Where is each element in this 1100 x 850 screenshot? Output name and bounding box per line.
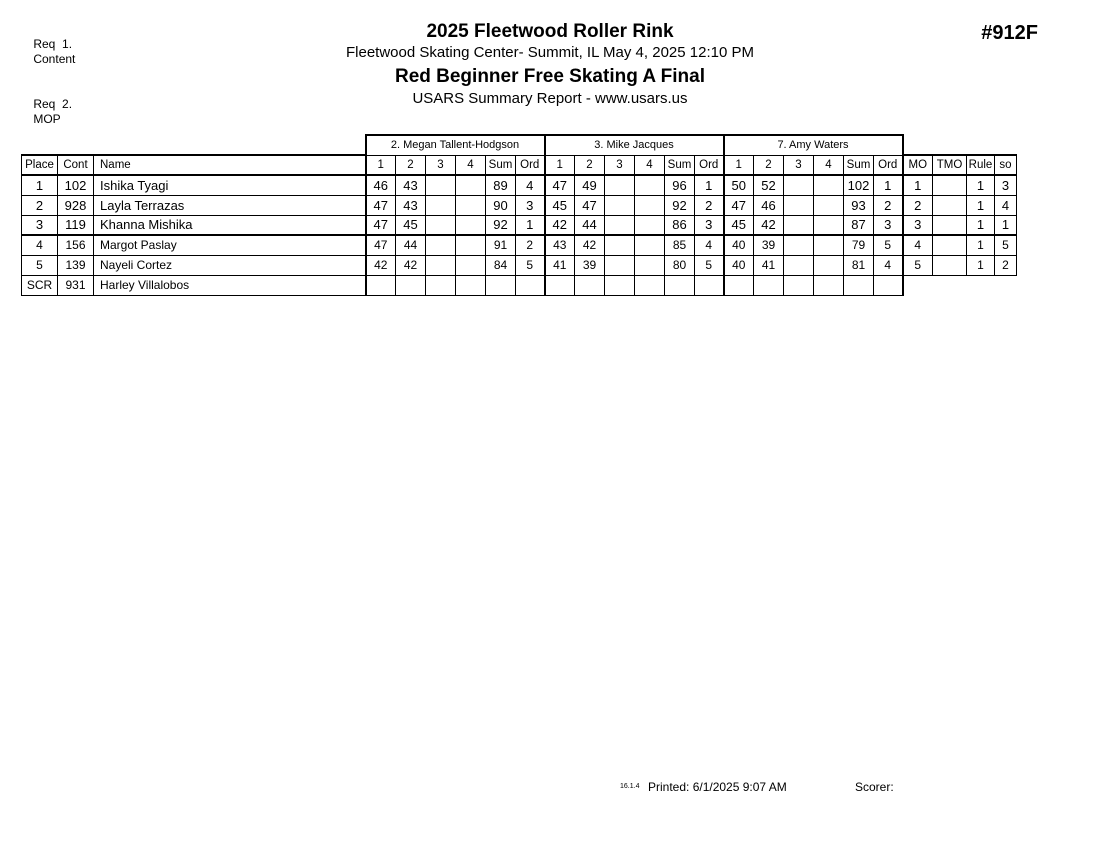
row-judge3-mark1: 50	[724, 175, 754, 195]
row-judge2-mark1	[545, 275, 575, 295]
row-judge2-mark4	[635, 215, 665, 235]
spacer-cell	[22, 135, 58, 155]
row-judge3-mark2: 39	[754, 235, 784, 255]
report-line: USARS Summary Report - www.usars.us	[412, 90, 688, 107]
judge-2-name: 3. Mike Jacques	[545, 135, 724, 155]
row-judge3-mark3	[784, 215, 814, 235]
row-judge2-mark4	[635, 175, 665, 195]
row-judge1-mark3	[426, 235, 456, 255]
row-judge2-mark2	[575, 275, 605, 295]
row-judge2-ord: 1	[695, 175, 724, 195]
row-so: 1	[995, 215, 1017, 235]
title-block	[0, 20, 1100, 109]
row-judge1-mark1: 42	[366, 255, 396, 275]
row-judge1-sum: 84	[486, 255, 516, 275]
row-judge3-mark2: 46	[754, 195, 784, 215]
venue-line: Fleetwood Skating Center- Summit, IL May 4, 2025 12:10 PM	[346, 44, 754, 61]
row-judge1-ord: 1	[516, 215, 545, 235]
row-judge3-mark1: 40	[724, 235, 754, 255]
row-judge3-ord: 1	[874, 175, 903, 195]
column-header-mark-2: 2	[396, 155, 426, 175]
row-judge1-sum: 90	[486, 195, 516, 215]
column-header-mark-3: 3	[605, 155, 635, 175]
spacer-cell	[995, 135, 1017, 155]
row-judge2-mark4	[635, 255, 665, 275]
results-table	[21, 134, 1017, 296]
column-header-tmo: TMO	[933, 155, 967, 175]
row-name: Harley Villalobos	[94, 275, 366, 295]
row-tmo	[933, 215, 967, 235]
row-judge3-mark4	[814, 275, 844, 295]
row-place: 2	[22, 195, 58, 215]
row-tmo	[933, 195, 967, 215]
row-so: 2	[995, 255, 1017, 275]
row-judge3-sum: 81	[844, 255, 874, 275]
row-judge2-mark2: 47	[575, 195, 605, 215]
row-judge1-mark4	[456, 175, 486, 195]
row-judge1-mark3	[426, 195, 456, 215]
spacer-cell	[94, 135, 366, 155]
row-judge3-mark4	[814, 195, 844, 215]
column-header-mark-1: 1	[724, 155, 754, 175]
row-judge1-mark1: 47	[366, 195, 396, 215]
row-judge1-mark4	[456, 215, 486, 235]
row-name: Ishika Tyagi	[94, 175, 366, 195]
requirement-2-label: Req 2.	[33, 97, 73, 111]
row-place: 4	[22, 235, 58, 255]
row-judge1-mark1: 47	[366, 215, 396, 235]
row-judge2-mark3	[605, 275, 635, 295]
row-cont: 139	[58, 255, 94, 275]
row-judge3-mark1	[724, 275, 754, 295]
row-judge2-mark1: 42	[545, 215, 575, 235]
row-judge2-mark3	[605, 255, 635, 275]
row-judge3-mark1: 47	[724, 195, 754, 215]
row-judge2-ord: 4	[695, 235, 724, 255]
row-judge3-ord: 2	[874, 195, 903, 215]
row-judge2-mark1: 41	[545, 255, 575, 275]
row-judge3-mark2: 42	[754, 215, 784, 235]
column-header-mark-1: 1	[545, 155, 575, 175]
row-judge3-mark3	[784, 195, 814, 215]
row-so: 4	[995, 195, 1017, 215]
row-name: Layla Terrazas	[94, 195, 366, 215]
row-judge2-mark1: 47	[545, 175, 575, 195]
row-mo: 3	[903, 215, 933, 235]
row-judge3-sum: 87	[844, 215, 874, 235]
row-judge1-mark2: 42	[396, 255, 426, 275]
judge-1-name: 2. Megan Tallent-Hodgson	[366, 135, 545, 155]
row-judge1-ord: 5	[516, 255, 545, 275]
row-judge3-mark3	[784, 275, 814, 295]
row-cont: 119	[58, 215, 94, 235]
row-judge3-mark4	[814, 255, 844, 275]
row-judge3-mark2	[754, 275, 784, 295]
row-judge3-mark4	[814, 235, 844, 255]
row-judge3-ord: 4	[874, 255, 903, 275]
row-tmo	[933, 275, 967, 295]
row-name: Nayeli Cortez	[94, 255, 366, 275]
requirement-1-label: Req 1.	[33, 37, 73, 51]
row-judge1-mark1: 46	[366, 175, 396, 195]
requirement-2-value: MOP	[33, 112, 61, 126]
row-judge2-mark3	[605, 215, 635, 235]
row-place: SCR	[22, 275, 58, 295]
row-judge3-ord: 3	[874, 215, 903, 235]
requirement-1-value: Content	[33, 52, 76, 66]
row-judge1-mark3	[426, 215, 456, 235]
row-so: 3	[995, 175, 1017, 195]
row-mo: 4	[903, 235, 933, 255]
row-judge1-mark3	[426, 255, 456, 275]
column-header-mark-1: 1	[366, 155, 396, 175]
row-judge1-mark2: 44	[396, 235, 426, 255]
row-judge2-ord: 5	[695, 255, 724, 275]
row-judge2-mark2: 49	[575, 175, 605, 195]
row-mo: 2	[903, 195, 933, 215]
row-judge3-sum: 79	[844, 235, 874, 255]
rink-title: 2025 Fleetwood Roller Rink	[426, 21, 674, 42]
version-label: 16.1.4	[620, 783, 640, 790]
row-cont: 928	[58, 195, 94, 215]
row-judge3-sum	[844, 275, 874, 295]
row-mo: 5	[903, 255, 933, 275]
event-title: Red Beginner Free Skating A Final	[394, 66, 706, 87]
row-judge1-ord: 4	[516, 175, 545, 195]
row-judge2-mark2: 42	[575, 235, 605, 255]
row-so	[995, 275, 1017, 295]
row-judge3-mark3	[784, 255, 814, 275]
column-header-mark-4: 4	[456, 155, 486, 175]
column-header-mo: MO	[903, 155, 933, 175]
column-header-mark-4: 4	[814, 155, 844, 175]
row-mo	[903, 275, 933, 295]
row-judge2-sum: 96	[665, 175, 695, 195]
results-table-wrapper	[21, 134, 1017, 296]
column-header-mark-4: 4	[635, 155, 665, 175]
column-header-cont: Cont	[58, 155, 94, 175]
scorer-label: Scorer:	[855, 780, 894, 794]
row-judge1-mark2: 45	[396, 215, 426, 235]
row-judge2-mark3	[605, 235, 635, 255]
row-judge3-mark1: 40	[724, 255, 754, 275]
column-header-mark-2: 2	[575, 155, 605, 175]
row-judge1-mark3	[426, 175, 456, 195]
row-judge1-mark4	[456, 255, 486, 275]
column-header-sum: Sum	[844, 155, 874, 175]
row-rule: 1	[967, 195, 995, 215]
column-header-sum: Sum	[486, 155, 516, 175]
row-judge2-mark4	[635, 275, 665, 295]
row-rule: 1	[967, 255, 995, 275]
row-judge2-sum: 85	[665, 235, 695, 255]
row-judge2-sum	[665, 275, 695, 295]
row-judge1-mark4	[456, 235, 486, 255]
row-judge1-mark3	[426, 275, 456, 295]
row-rule	[967, 275, 995, 295]
row-judge2-mark1: 45	[545, 195, 575, 215]
event-code: #912F	[981, 22, 1038, 44]
column-header-sum: Sum	[665, 155, 695, 175]
row-so: 5	[995, 235, 1017, 255]
row-judge1-sum	[486, 275, 516, 295]
judge-3-name: 7. Amy Waters	[724, 135, 903, 155]
row-judge3-ord: 5	[874, 235, 903, 255]
row-judge3-sum: 93	[844, 195, 874, 215]
row-place: 3	[22, 215, 58, 235]
row-judge3-mark2: 41	[754, 255, 784, 275]
table-row	[22, 175, 1017, 195]
row-judge1-ord: 3	[516, 195, 545, 215]
row-judge1-mark4	[456, 275, 486, 295]
row-judge1-sum: 89	[486, 175, 516, 195]
row-judge1-ord: 2	[516, 235, 545, 255]
row-judge2-mark3	[605, 195, 635, 215]
row-tmo	[933, 175, 967, 195]
row-name: Margot Paslay	[94, 235, 366, 255]
row-tmo	[933, 235, 967, 255]
table-row	[22, 275, 1017, 295]
row-name: Khanna Mishika	[94, 215, 366, 235]
row-judge2-mark4	[635, 235, 665, 255]
row-judge2-mark4	[635, 195, 665, 215]
spacer-cell	[903, 135, 933, 155]
row-judge1-sum: 92	[486, 215, 516, 235]
row-judge2-sum: 80	[665, 255, 695, 275]
column-header-ord: Ord	[695, 155, 724, 175]
row-cont: 931	[58, 275, 94, 295]
column-header-place: Place	[22, 155, 58, 175]
row-judge1-mark2	[396, 275, 426, 295]
row-judge3-mark4	[814, 175, 844, 195]
row-judge2-mark2: 44	[575, 215, 605, 235]
row-judge2-mark3	[605, 175, 635, 195]
row-rule: 1	[967, 235, 995, 255]
row-rule: 1	[967, 175, 995, 195]
row-cont: 102	[58, 175, 94, 195]
row-judge2-sum: 86	[665, 215, 695, 235]
row-cont: 156	[58, 235, 94, 255]
column-header-mark-3: 3	[784, 155, 814, 175]
row-place: 5	[22, 255, 58, 275]
spacer-cell	[967, 135, 995, 155]
row-judge2-sum: 92	[665, 195, 695, 215]
row-judge3-sum: 102	[844, 175, 874, 195]
row-judge1-mark2: 43	[396, 195, 426, 215]
row-judge3-mark1: 45	[724, 215, 754, 235]
table-row	[22, 235, 1017, 255]
spacer-cell	[58, 135, 94, 155]
row-mo: 1	[903, 175, 933, 195]
column-header-ord: Ord	[516, 155, 545, 175]
column-header-ord: Ord	[874, 155, 903, 175]
row-judge2-ord: 2	[695, 195, 724, 215]
table-row	[22, 215, 1017, 235]
judge-header-row	[22, 135, 1017, 155]
row-judge1-mark2: 43	[396, 175, 426, 195]
column-header-mark-2: 2	[754, 155, 784, 175]
row-judge3-mark3	[784, 235, 814, 255]
column-header-name: Name	[94, 155, 366, 175]
row-tmo	[933, 255, 967, 275]
row-judge3-mark2: 52	[754, 175, 784, 195]
row-judge2-ord	[695, 275, 724, 295]
column-header-mark-3: 3	[426, 155, 456, 175]
printed-label: Printed: 6/1/2025 9:07 AM	[648, 780, 787, 794]
table-row	[22, 195, 1017, 215]
row-judge2-mark2: 39	[575, 255, 605, 275]
row-judge1-sum: 91	[486, 235, 516, 255]
row-judge1-mark4	[456, 195, 486, 215]
table-row	[22, 255, 1017, 275]
row-rule: 1	[967, 215, 995, 235]
row-place: 1	[22, 175, 58, 195]
row-judge3-mark4	[814, 215, 844, 235]
row-judge2-mark1: 43	[545, 235, 575, 255]
spacer-cell	[933, 135, 967, 155]
row-judge2-ord: 3	[695, 215, 724, 235]
column-header-row	[22, 155, 1017, 175]
column-header-rule: Rule	[967, 155, 995, 175]
column-header-so: so	[995, 155, 1017, 175]
row-judge3-ord	[874, 275, 903, 295]
row-judge3-mark3	[784, 175, 814, 195]
row-judge1-mark1: 47	[366, 235, 396, 255]
row-judge1-ord	[516, 275, 545, 295]
row-judge1-mark1	[366, 275, 396, 295]
